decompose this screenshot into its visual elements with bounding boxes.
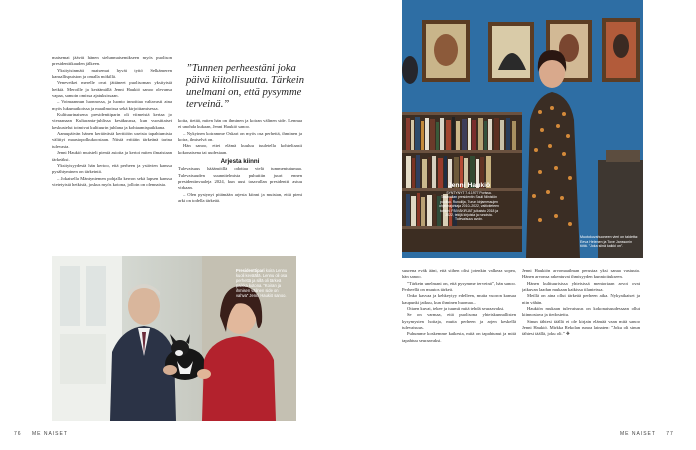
subheading: Arjesta kiinni xyxy=(220,158,260,166)
museum-caption: Muotokuvahuoneen vieri on taidetta: Eeva Helenen ja Tove Janssonin töitä. ”Joka siinä kaikki on”. xyxy=(580,235,638,249)
paragraph: Venevetkei merelle ovat jättäneet puolisoman yksityistä hetkiä. Meroille ja keräämällä Jenni Haukiö sanoo olevansa vapaa, samoin omissa ajatuksissaan. xyxy=(52,80,172,99)
page-number-left: 76 xyxy=(14,431,22,437)
paragraph: – Olen pystynyt pitämään arjesta kiinni ja muistan, että pieni arki on todella tärkeää. xyxy=(178,191,302,204)
paragraph: Jenni Haukiön arvomaailman perustaa yksi sanaa vastuuta. Hänen arvonsa rakentuvat ihmisyyden kunnioitukseen. xyxy=(522,268,640,280)
paragraph: Haukiön mukaan tulevaisuus on kokonaisuudessaan ollut kiinnostava ja tiedostettu. xyxy=(522,306,640,318)
right-footer xyxy=(620,431,674,437)
paragraph: Tulevaisuus hääämöillä odottaa vielä tummentutumaa. Tulevaisuuden suunnitelmista puhuttiin juuri ennen presidentinvaaleja 2024, kun uusi tasavallan presidentti astuu virkaan. xyxy=(178,166,302,191)
paragraph: Yksityisyydestä hän kertoo, että perheen ja ystävien kanssa pysähtyminen on tärkeintä. xyxy=(52,162,172,175)
paragraph: Ottaen kuvat, tekee ja tuumii mitä tehdä seuraavaksi. xyxy=(407,306,505,312)
paragraph: Puhumme koskemme kaikesta, mitä on tapahtunut ja mitä tapahtuu seuraavaksi. xyxy=(402,331,516,343)
pull-quote: ”Tunnen perheestäni joka päivä kiitollisuutta. Tärkein unelmani on, että pysymme terveinä.” xyxy=(186,63,304,110)
left-column-1 xyxy=(52,55,172,260)
paragraph: Aamupäivän hänen keräävästä kerttiöön useista tapahtumista välittyi maastopolkukoostaan. Niistä erittäin tärkeänä tarina tulevasta. xyxy=(52,131,172,149)
photo-caption-name: Presidenttipari xyxy=(236,268,265,273)
portrait-caption xyxy=(438,182,500,222)
paragraph: Se on varmaa, että puolisona yhteiskunnallisten kysymysten hoitaja, mutta perheen ja arjen keskellä tulevaisuus. xyxy=(402,312,516,331)
footer-brand-left: ME NAISET xyxy=(31,431,68,437)
portrait-caption-text: SYNTYNYT 7.4.1977 Porissa. Tasavallan presidentin Sauli Niinistön puoliso. Runoilija, Turun kirjamessujen ohjelmajohtaja 2010–2022, valtiotieteen tohtori. PÄIVÄKIRJAT julkaistu 2018 ja 2022, tekijä kirjoista ja runoista. Tulevaisuus avoin. xyxy=(439,191,499,222)
paragraph: Onko kasvaa ja kehkeytyy edelleen, mutta vuoron kansaa kaupunki jatkuu, kun ihminen huomaa... xyxy=(402,293,516,305)
left-column-2 xyxy=(178,118,302,260)
paragraph: Yksityisinmäti maisemat hyvät tyttö Selkämeren kansallispuiston ja omalla mökillä. xyxy=(52,67,172,80)
page-number-right: 77 xyxy=(666,431,674,437)
right-column-2 xyxy=(522,268,640,426)
paragraph: – Nykyinen koiramme Oskari on myös osa perhettä, ihminen ja koira, ilmiselvä on. xyxy=(178,130,302,143)
paragraph: Hänen kulttuurisissa yhteisissä mentoriaan arvot ovat jatkuvan laadun mukaan kaikissa tilanteissa. xyxy=(522,280,640,293)
paragraph: – Voimaannun luonnossa, ja luonto innoittaa valtavasti aina myös lukumatkoissa ja maailmoissa sekä kirjoittamisessa. xyxy=(52,99,172,111)
paragraph: ”Tärkein unelmani on, että pysymme terveinä”, hän sanoo. Perheellä on muutos tärkeä. xyxy=(402,280,516,293)
paragraph: – Jokaisella Mäntyniemen pohjalla kerron sekä lapsen kanssa vietetyistä hetkistä, joskus myös kotona, jolloin on olennaista. xyxy=(52,175,172,187)
paragraph: maisemat jäävät hänen sielunmaisemikseen myös puolison presidenttikauden jälkeen. xyxy=(52,55,172,67)
paragraph: Jenni Haukiö muisteli pieniä asioita ja kertoi miten ilmaistaan tärkeäksi. xyxy=(52,150,172,162)
paragraph: suurena eväk ääni, että siihen olisi jotenkin valkeaa sopea, hän sanoo. xyxy=(402,268,516,280)
photo-caption-text: koira Lennu kuoli keväällä. Lennu oli osa perhettä ja sillä oli tärkeä paikka kotona. ”Koiran ja ihmisen välinen side on vahva” Jenni Haukiö sanoo. xyxy=(236,268,288,299)
paragraph: koita, tietää, miten hän on ihminen ja koiran välinen side. Lennua ei unohda kukaan, Jenni Haukiö sanoo. xyxy=(178,118,302,130)
paragraph: Hän sanoo, ettei elämä kuuluu tuuletella kohteliaasti kokonaisena tai uudestaan. xyxy=(178,143,302,155)
paragraph: Sinun tähtesi täällä ei ole kirjain elämää vaan mitä sanoo Jenni Haukiö. Mirkka Rekolan runoa lainaten: ”Joku oli sinun tähtesi täällä, joku oli.” ❖ xyxy=(522,318,640,337)
portrait-caption-name: Jenni Haukiö xyxy=(447,182,491,189)
left-footer xyxy=(14,431,68,437)
footer-brand-right: ME NAISET xyxy=(620,431,656,437)
paragraph: Meillä on aina ollut tärkeää perheen aika. Nykyaikaiset ja niin vähän. xyxy=(522,293,640,305)
right-column-1 xyxy=(402,268,516,426)
photo-caption xyxy=(236,268,288,299)
paragraph: Kulttuurinaisena presidenttiparin oli viimeistä kertaa jo vieraanaan Kultaranta-juhlissa kesäkuussa, kun vuosittaiset keskustelut toimivat kulttuurin juhlana ja kohtaamispaikkana. xyxy=(52,112,172,130)
